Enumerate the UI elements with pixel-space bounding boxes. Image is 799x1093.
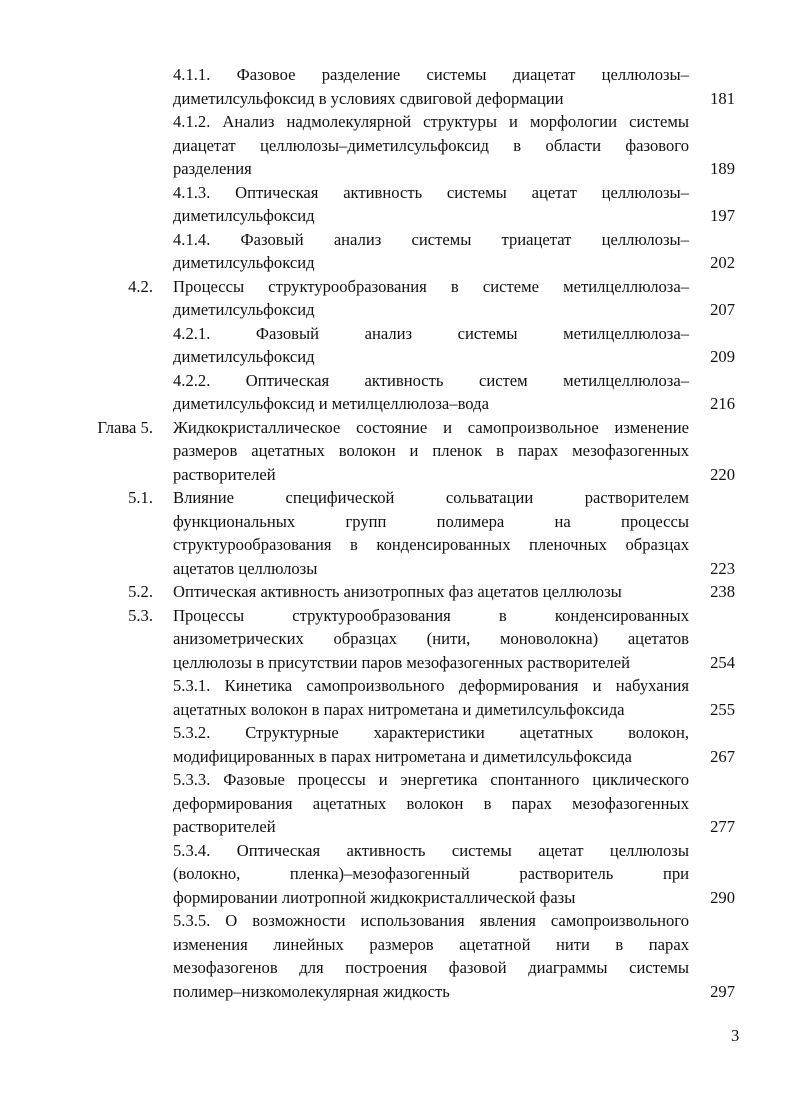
toc-entry-line: 4.2.1. Фазовый анализ системы метилцеллюлоза– [173, 323, 689, 343]
toc-entry-page: 255 [710, 699, 735, 719]
toc-entry-page: 209 [710, 347, 735, 366]
toc-entry-line: 5.3.4. Оптическая активность системы ацетат целлюлозы [173, 840, 689, 860]
toc-entry-line: модифицированных в парах нитрометана и диметилсульфоксида [173, 746, 632, 766]
toc-entry-5-3-1 [0, 674, 799, 721]
toc-entry-line: Оптическая активность анизотропных фаз ацетатов целлюлозы [173, 582, 622, 601]
toc-entry-page: 223 [710, 558, 735, 578]
toc-entry-line: (волокно, пленка)–мезофазогенный растворитель при [173, 864, 689, 883]
toc-entry-page: 238 [710, 582, 735, 601]
toc-entry-line: анизометрических образцах (нити, моноволокна) ацетатов [173, 629, 689, 648]
toc-entry-5-2 [0, 580, 799, 604]
toc-entry-line: деформирования ацетатных волокон в парах мезофазогенных [173, 793, 689, 813]
toc-entry-page: 189 [710, 159, 735, 178]
toc-entry-line: 4.1.4. Фазовый анализ системы триацетат целлюлозы– [173, 229, 689, 249]
toc-entry-5-3-2 [0, 721, 799, 768]
toc-entry-page: 207 [710, 300, 735, 319]
toc-entry-line: 4.2.2. Оптическая активность систем метилцеллюлоза– [173, 370, 689, 390]
toc-entry-5-3-5 [0, 909, 799, 1003]
toc-entry-line: Процессы структурообразования в системе метилцеллюлоза– [173, 276, 689, 296]
toc-entry-line: растворителей [173, 464, 276, 484]
toc-entry-number: 5.1. [128, 488, 153, 507]
toc-entry-4-2-1 [0, 322, 799, 369]
toc-entry-line: 5.3.3. Фазовые процессы и энергетика спонтанного циклического [173, 770, 689, 789]
toc-entry-4-2 [0, 275, 799, 322]
toc-entry-line: Процессы структурообразования в конденсированных [173, 605, 689, 625]
toc-entry-line: целлюлозы в присутствии паров мезофазогенных растворителей [173, 652, 630, 672]
toc-entry-line: полимер–низкомолекулярная жидкость [173, 981, 450, 1001]
toc-entry-line: функциональных групп полимера на процессы [173, 511, 689, 531]
toc-entry-4-1-1 [0, 63, 799, 110]
toc-entry-page: 197 [710, 206, 735, 225]
toc-entry-number: 4.2. [128, 276, 153, 296]
toc-entry-page: 254 [710, 652, 735, 672]
toc-entry-line: диметилсульфоксид [173, 300, 315, 319]
toc-entry-page: 297 [710, 981, 735, 1001]
toc-entry-number: 5.2. [128, 582, 153, 601]
toc-entry-line: ацетатов целлюлозы [173, 558, 318, 578]
toc-entry-page: 202 [710, 253, 735, 272]
toc-entry-line: 5.3.1. Кинетика самопроизвольного деформирования и набухания [173, 676, 689, 695]
toc-entry-number: 5.3. [128, 605, 153, 625]
toc-entry-line: 4.1.1. Фазовое разделение системы диацетат целлюлозы– [173, 65, 689, 84]
toc-entry-line: Влияние специфической сольватации растворителем [173, 488, 689, 507]
toc-entry-page: 181 [710, 88, 735, 108]
toc-entry-line: диметилсульфоксид и метилцеллюлоза–вода [173, 394, 489, 413]
toc-entry-line: диацетат целлюлозы–диметилсульфоксид в области фазового [173, 135, 689, 155]
toc-entry-line: разделения [173, 159, 252, 178]
toc-entry-line: 5.3.2. Структурные характеристики ацетатных волокон, [173, 723, 689, 742]
toc-entry-line: структурообразования в конденсированных пленочных образцах [173, 535, 689, 554]
toc-entry-page: 290 [710, 887, 735, 907]
toc-entry-line: формировании лиотропной жидкокристаллической фазы [173, 887, 576, 907]
toc-entry-line: 4.1.2. Анализ надмолекулярной структуры и морфологии системы [173, 112, 689, 131]
toc-entry-line: ацетатных волокон в парах нитрометана и диметилсульфоксида [173, 699, 625, 719]
toc-entry-line: Жидкокристаллическое состояние и самопроизвольное изменение [173, 417, 689, 437]
toc-entry-line: диметилсульфоксид в условиях сдвиговой деформации [173, 88, 564, 108]
toc-entry-5-3-4 [0, 839, 799, 910]
toc-entry-line: мезофазогенов для построения фазовой диаграммы системы [173, 958, 689, 977]
page-number: 3 [731, 1026, 740, 1045]
toc-entry-line: изменения линейных размеров ацетатной нити в парах [173, 934, 689, 954]
toc-entry-line: 5.3.5. О возможности использования явления самопроизвольного [173, 911, 689, 930]
toc-entry-line: растворителей [173, 817, 276, 836]
toc-entry-5-1 [0, 486, 799, 580]
toc-entry-4-1-3 [0, 181, 799, 228]
toc-entry-page: 216 [710, 394, 735, 413]
toc-entry-page: 267 [710, 746, 735, 766]
toc-entry-line: диметилсульфоксид [173, 347, 315, 366]
toc-entry-line: диметилсульфоксид [173, 253, 315, 272]
toc-entry-4-1-2 [0, 110, 799, 181]
toc-entry-line: размеров ацетатных волокон и пленок в парах мезофазогенных [173, 441, 689, 460]
toc-entry-4-1-4 [0, 228, 799, 275]
toc-entry-5-3-3 [0, 768, 799, 839]
toc-entry-page: 220 [710, 464, 735, 484]
toc-entry-page: 277 [710, 817, 735, 836]
toc-entry-4-2-2 [0, 369, 799, 416]
toc-entry-chapter-5 [0, 416, 799, 487]
table-of-contents [0, 63, 799, 1003]
toc-entry-5-3 [0, 604, 799, 675]
toc-entry-line: диметилсульфоксид [173, 206, 315, 225]
toc-entry-line: 4.1.3. Оптическая активность системы ацетат целлюлозы– [173, 182, 689, 202]
toc-entry-number: Глава 5. [97, 417, 153, 437]
